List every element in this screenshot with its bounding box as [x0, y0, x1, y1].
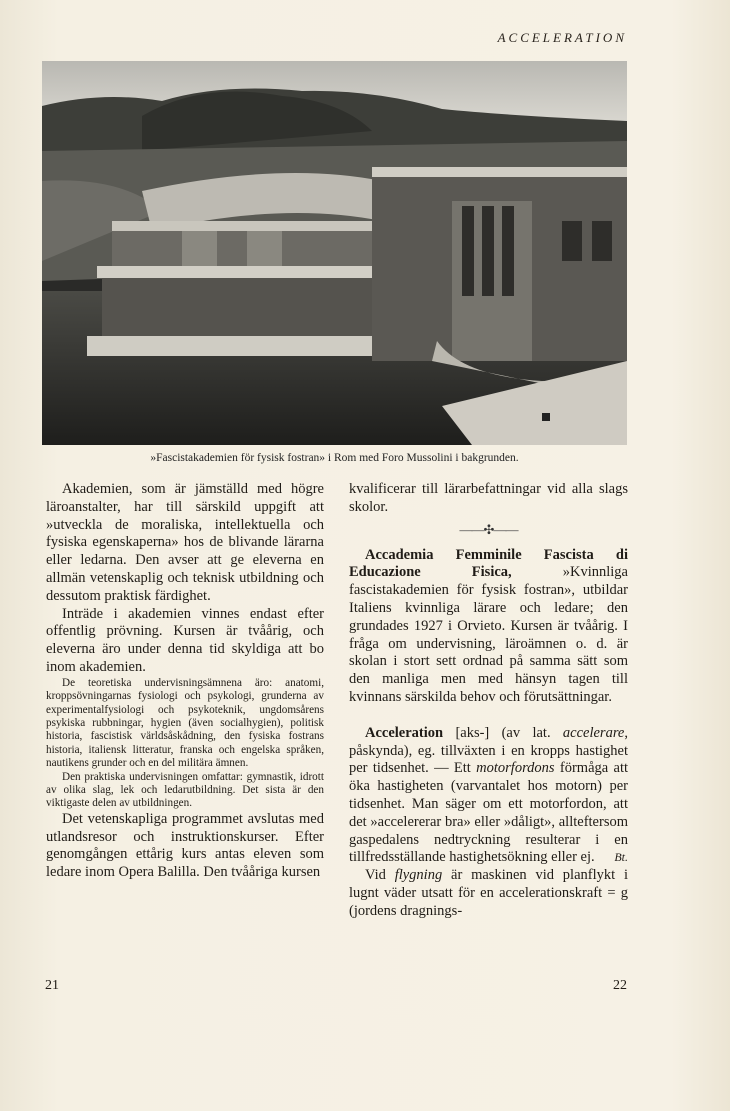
- acceleration-term: Acceleration: [365, 724, 444, 741]
- section-divider: ——✣——: [459, 521, 518, 537]
- accademia-title: Accademia Femminile Fascista di Educazione Fisica,: [349, 546, 628, 581]
- acceleration-pron: [aks-] (av lat.: [443, 724, 563, 741]
- flygning-word: flygning: [394, 867, 443, 884]
- accademia-text: »Kvinnliga fascistakademien för fysisk fostran», utbildar Italiens kvinnliga lärare och ledare; den grundades 1927 i Orvieto. Kursen är tvåårig. I fråga om undervisning, läroämnen o. d. är skolan i stort sett ordnad på samma sätt som den manliga men med hänsyn tagen till kvinnans särskilda behov och förutsättningar.: [349, 564, 628, 705]
- right-column: [349, 481, 628, 921]
- right-paragraph-1: kvalificerar till lärarbefattningar vid alla slags skolor.: [349, 481, 628, 515]
- acceleration-latin: accelerare: [562, 724, 625, 741]
- left-paragraph-1: Akademien, som är jämställd med högre läroanstalter, har till särskild uppgift att »utveckla de moraliska, intellektuella och fysiska egenskaperna» hos de blivande lärarna eller ledarna. Den avser att ge eleverna en allmän vetenskaplig och teknisk utbildning och dessutom praktisk färdighet.: [46, 481, 324, 604]
- left-small-paragraph-2: Den praktiska undervisningen omfattar: gymnastik, idrott av olika slag, lek och ledarutbildning. Det sista är den viktigaste delen av utbildningen.: [46, 770, 324, 810]
- figure-caption: »Fascistakademien för fysisk fostran» i Rom med Foro Mussolini i bakgrunden.: [150, 452, 519, 464]
- left-small-paragraph-1: De teoretiska undervisningsämnena äro: anatomi, kroppsövningarnas fysiologi och psykologi, grunderna av experimentalfysiologi och psykoteknik, ungdomsårens psykiska rubbningar, hygien (även socialhygien), politisk historia, fascistisk världsåskådning, den fysiska fostrans historia, italiensk litteratur, franska och engelska språken, nautikens grunder och en del militära ämnen.: [46, 676, 324, 770]
- page-number-left: 21: [45, 978, 59, 993]
- acceleration-rest: förmåga att öka hastigheten (varvantalet hos motorn) per tidsenhet. Man säger om ett motorfordon, att det »accelererar bra» eller »dåligt», allteftersom gaspedalens nedtryckning resulterar i en tillfredsställande hastighetsökning eller ej.: [349, 760, 628, 866]
- flight-paragraph: [349, 867, 628, 920]
- left-paragraph-3: Det vetenskapliga programmet avslutas med utlandsresor och instruktionskurser. Efter genomgången ettårig kurs antas eleven som ledare inom Opera Balilla. Den tvååriga kursen: [46, 810, 324, 881]
- flight-text: är maskinen vid planflykt i lugnt väder utsatt för en accelerationskraft = g (jordens dragnings-: [349, 867, 628, 919]
- page-number-right: 22: [613, 978, 627, 993]
- entry-gap: [349, 707, 628, 725]
- left-column: [46, 481, 324, 882]
- acceleration-entry: [349, 725, 628, 867]
- vid-word: Vid: [365, 867, 395, 884]
- author-signature: Bt.: [614, 850, 628, 865]
- acceleration-motor: motorfordons: [476, 760, 555, 777]
- acceleration-def: , påskynda), eg. tillväxten i en kropps hastighet per tidsenhet. — Ett: [349, 724, 628, 777]
- academy-photo: [42, 61, 627, 445]
- left-paragraph-2: Inträde i akademien vinnes endast efter offentlig prövning. Kursen är tvåårig, och eleverna äro under denna tid skyldiga att bo inom akademien.: [46, 605, 324, 675]
- accademia-entry: [349, 547, 628, 707]
- running-head: ACCELERATION: [497, 30, 627, 45]
